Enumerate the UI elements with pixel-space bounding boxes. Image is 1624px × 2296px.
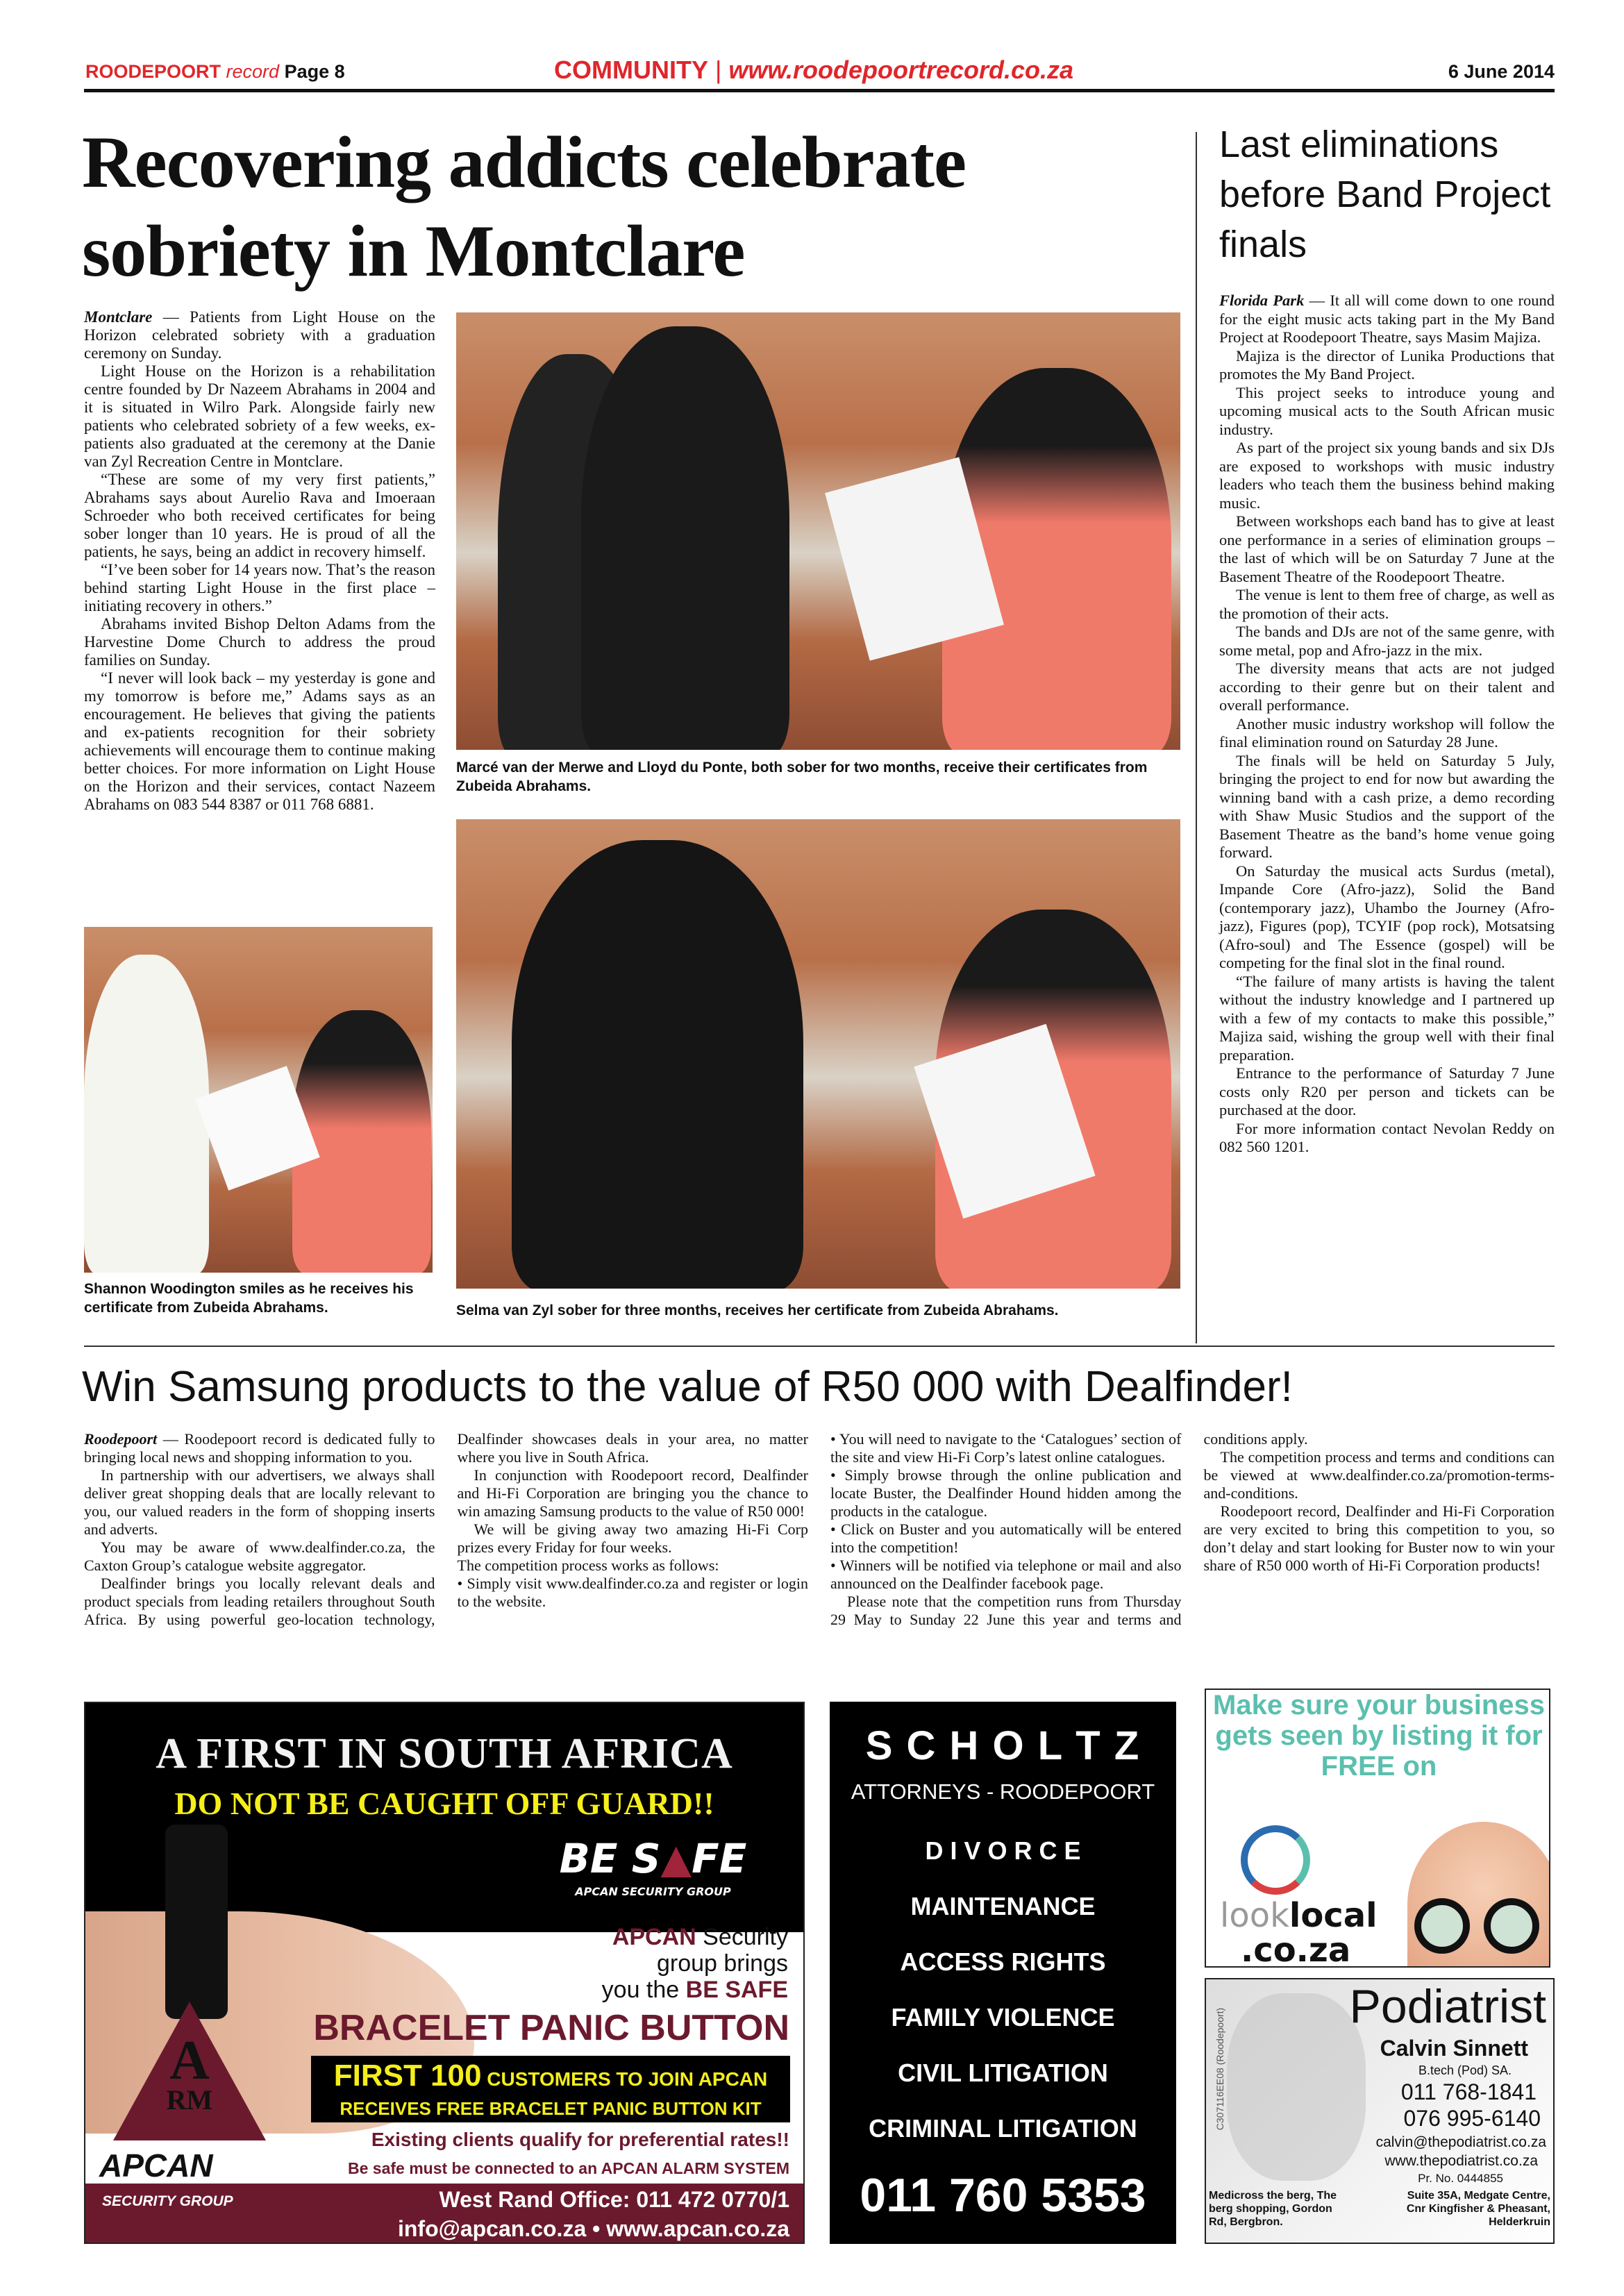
bullet-item: • Click on Buster and you automatically will be entered into the competition! [830,1520,1182,1556]
paragraph: For more information contact Nevolan Reddy on 082 560 1201. [1219,1119,1555,1155]
address-helderkruin: Suite 35A, Medgate Centre, Cnr Kingfisher & Pheasant, Helderkruin [1406,2190,1550,2228]
podiatrist-advert[interactable] [1205,1978,1555,2244]
paper-name-italic: record [226,61,280,82]
main-article-body [84,308,435,814]
podiatrist-qualification: B.tech (Pod) SA. [1418,2063,1512,2077]
paragraph: Entrance to the performance of Saturday 7 June costs only R20 per person and tickets can be purchased at the door. [1219,1064,1555,1118]
dateline: Montclare [84,308,153,326]
paragraph: — It all will come down to one round for the eight music acts taking part in the My Band Project at Roodepoort Theatre, says Masim Majiza. [1219,292,1555,346]
photo-certificate-3 [456,819,1180,1289]
website-link[interactable]: www.roodepoortrecord.co.za [728,56,1074,84]
header-rule [84,89,1555,92]
paragraph: “These are some of my very first patients,” Abrahams says about Aurelio Rava and Imoeraan Schroeder who both received certificates for being sober longer than 10 years. He is proud of all the patients, he says, being an addict in recovery himself. [84,471,435,560]
paragraph: The finals will be held on Saturday 5 July, bringing the project to end for now but awarding the winning band with a cash prize, a demo recording with Shaw Music Studios and the support of the Basement Theatre as the band’s home venue going forward. [1219,751,1555,861]
practice-number: Pr. No. 0444855 [1418,2172,1503,2185]
apcan-advert[interactable] [84,1702,805,2244]
paragraph: “I’ve been sober for 14 years now. That’s the reason behind starting Light House in the first place – initiating recovery in others.” [84,561,435,614]
dateline: Florida Park [1219,292,1305,309]
apcan-office-phone: West Rand Office: 011 472 0770/1 [439,2187,789,2212]
apcan-logo-text: APCAN [99,2147,213,2184]
address-bergbron: Medicross the berg, The berg shopping, Gordon Rd, Bergbron. [1209,2190,1337,2228]
bullet-item: • Winners will be notified via telephone or mail and also announced on the Dealfinder facebook page. [830,1557,1182,1592]
apcan-contact [398,2185,789,2243]
paper-name: ROODEPOORT [85,61,221,82]
service-item: FAMILY VIOLENCE [891,2003,1115,2031]
scholtz-phone: 011 760 5353 [860,2169,1146,2222]
paragraph: — Patients from Light House on the Horizon celebrated sobriety with a graduation ceremony on Sunday. [84,308,435,362]
side-headline: Last eliminations before Band Project finals [1219,124,1551,265]
looklocal-advert[interactable] [1205,1689,1550,1968]
service-item: CIVIL LITIGATION [898,2059,1108,2087]
paragraph: You may be aware of www.dealfinder.co.za, the Caxton Group’s catalogue website aggregator. [84,1539,435,1574]
scholtz-advert[interactable] [830,1702,1176,2244]
section-name: COMMUNITY [554,56,708,84]
paragraph: “I never will look back – my yesterday is gone and my tomorrow is before me,” Adams says as an encouragement. He believes that giving the patients and ex-patients recognition for their sobriety achievements will encourage them to continue making better choices. For more information on Light House on the Horizon and their services, contact Nazeem Abrahams on 083 544 8387 or 011 768 6881. [84,669,435,813]
photo-certificate-1 [456,312,1180,750]
photo-caption-2: Shannon Woodington smiles as he receives his certificate from Zubeida Abrahams. [84,1281,414,1316]
apcan-email-web[interactable]: info@apcan.co.za • www.apcan.co.za [397,2216,789,2241]
paragraph: The competition process and terms and conditions can be viewed at www.dealfinder.co.za/promotion-terms-and-conditions. [1203,1448,1555,1502]
paragraph: Abrahams invited Bishop Delton Adams from the Harvestine Dome Church to address the proud families on Sunday. [84,615,435,669]
paragraph: Another music industry workshop will follow the final elimination round on Saturday 28 June. [1219,714,1555,751]
paragraph: Dealfinder brings you locally relevant deals and product specials from leading retailers throughout South Africa. By using powerful geo-location technology, Dealfinder showcases deals in your area, no matter where you live in South Africa. [84,1430,808,1628]
apcan-product: BRACELET PANIC BUTTON [313,2008,789,2048]
paragraph: We will be giving away two amazing Hi-Fi Corp prizes every Friday for four weeks. [457,1520,808,1556]
podiatrist-website[interactable]: www.thepodiatrist.co.za [1384,2153,1538,2169]
dateline: Roodepoort [84,1430,158,1448]
issue-date: 6 June 2014 [1448,61,1555,82]
podiatrist-phone-2: 076 995-6140 [1403,2106,1541,2131]
bullet-item: • Simply visit www.dealfinder.co.za and register or login to the website. [457,1575,808,1610]
podiatrist-title: Podiatrist [1349,1980,1546,2033]
apcan-offer: FIRST 100 CUSTOMERS TO JOIN APCAN RECEIVES FREE BRACELET PANIC BUTTON KIT [311,2056,790,2122]
competition-headline: Win Samsung products to the value of R50 000 with Dealfinder! [82,1363,1293,1411]
ad-reference: C307116EE08 (Roodepoort) [1214,2007,1225,2131]
main-headline: Recovering addicts celebrate sobriety in Montclare [82,121,966,292]
paragraph: — Roodepoort record is dedicated fully to bringing local news and shopping information to you. [84,1430,435,1466]
looklocal-logo: looklocal .co.za [1220,1896,1378,1968]
paragraph: Light House on the Horizon is a rehabilitation centre founded by Dr Nazeem Abrahams in 2004 and it is situated in Wilro Park. Alongside fairly new patients who celebrated sobriety of a few weeks, ex-patients also graduated at the ceremony at the Danie van Zyl Recreation Centre in Montclare. [84,362,435,470]
paragraph: Roodepoort record, Dealfinder and Hi-Fi Corporation are very excited to bring this competition to you, so don’t delay and start looking for Buster now to win your share of R50 000 worth of Hi-Fi Corporation products! [1203,1502,1555,1574]
bracelet-image [165,1825,228,2019]
scholtz-subtitle: ATTORNEYS - ROODEPOORT [851,1779,1155,1804]
competition-article-body [84,1430,1555,1629]
apcan-existing-clients: Existing clients qualify for preferential rates!! [371,2129,789,2150]
paragraph: This project seeks to introduce young and upcoming musical acts to the South African music industry. [1219,383,1555,438]
foot-image [1227,1993,1366,2181]
paragraph: The bands and DJs are not of the same genre, with some metal, pop and Afro-jazz in the mix. [1219,623,1555,659]
page-folio [85,61,345,83]
looklocal-text: Make sure your business gets seen by listing it for FREE on [1213,1690,1545,1782]
service-item: CRIMINAL LITIGATION [869,2114,1137,2143]
paragraph: The diversity means that acts are not judged according to their genre but on their talent and overall performance. [1219,660,1555,714]
scholtz-name: S C H O L T Z [865,1723,1141,1768]
paragraph: Between workshops each band has to give at least one performance in a series of elimination groups – the last of which will be on Saturday 7 June at the Basement Theatre of the Roodepoort Theatre. [1219,512,1555,585]
podiatrist-email[interactable]: calvin@thepodiatrist.co.za [1375,2134,1546,2150]
podiatrist-name: Calvin Sinnett [1380,2036,1528,2061]
paragraph: As part of the project six young bands and six DJs are exposed to workshops with music industry leaders who teach them the business behind making music. [1219,439,1555,512]
process-intro: The competition process works as follows: [457,1557,719,1574]
section-rule [84,1346,1555,1347]
bald-man-image [1407,1822,1550,1968]
paragraph: In partnership with our advertisers, we always shall deliver great shopping deals that are locally relevant to you, our valued readers in the form of shopping inserts and adverts. [84,1466,435,1538]
photo-caption-1: Marcé van der Merwe and Lloyd du Ponte, both sober for two months, receive their certificates from Zubeida Abrahams. [456,760,1148,794]
podiatrist-phone-1: 011 768-1841 [1400,2079,1537,2104]
be-safe-logo: BE S▲FE APCAN SECURITY GROUP [519,1828,787,1918]
apcan-title: A FIRST IN SOUTH AFRICA [156,1730,733,1777]
photo-certificate-2 [84,927,433,1273]
apcan-logo-sub: SECURITY GROUP [102,2193,233,2209]
service-item: MAINTENANCE [910,1892,1096,1920]
apcan-subtitle: DO NOT BE CAUGHT OFF GUARD!! [174,1786,714,1821]
paragraph: Please note that the competition runs from Thursday 29 May to Sunday 22 June this year and terms and conditions apply. [830,1430,1308,1628]
paragraph: “The failure of many artists is having the talent without the industry knowledge and I partnered up with a few of my contacts to make this possible,” Majiza said, wishing the group well with their final preparation. [1219,972,1555,1064]
photo-caption-3: Selma van Zyl sober for three months, receives her certificate from Zubeida Abrahams. [456,1302,1059,1318]
paragraph: The venue is lent to them free of charge, as well as the promotion of their acts. [1219,586,1555,622]
arm-rm: RM [166,2084,213,2115]
paragraph: In conjunction with Roodepoort record, Dealfinder and Hi-Fi Corporation are bringing you the chance to win amazing Samsung products to the value of R50 000! [457,1466,808,1520]
side-article-body [1219,292,1555,1157]
bullet-item: • You will need to navigate to the ‘Catalogues’ section of the site and view Hi-Fi Corp’s latest online catalogues. [830,1430,1182,1466]
column-divider [1196,132,1197,1343]
bullet-item: • Simply browse through the online publication and locate Buster, the Dealfinder Hound hidden among the products in the catalogue. [830,1466,1182,1520]
looklocal-logo-icon [1241,1825,1310,1895]
page-number: Page 8 [284,61,345,82]
arm-a: A [169,2030,210,2091]
paragraph: Majiza is the director of Lunika Productions that promotes the My Band Project. [1219,346,1555,383]
service-item: ACCESS RIGHTS [900,1947,1106,1976]
section-header: COMMUNITY | www.roodepoortrecord.co.za [554,56,1074,84]
apcan-condition: Be safe must be connected to an APCAN ALARM SYSTEM [348,2159,789,2177]
service-item: D I V O R C E [925,1836,1081,1865]
paragraph: On Saturday the musical acts Surdus (metal), Impande Core (Afro-jazz), Solid the Band (contemporary jazz), Uhambo the Journey (Afro-jazz), Figures (pop), TCYIF (pop rock), Motsatsing (Afro-soul) and The Essence (gospel) will be competing for the final slot in the final round. [1219,862,1555,971]
apcan-intro: APCAN Security group brings you the BE SAFE [601,1924,788,2003]
